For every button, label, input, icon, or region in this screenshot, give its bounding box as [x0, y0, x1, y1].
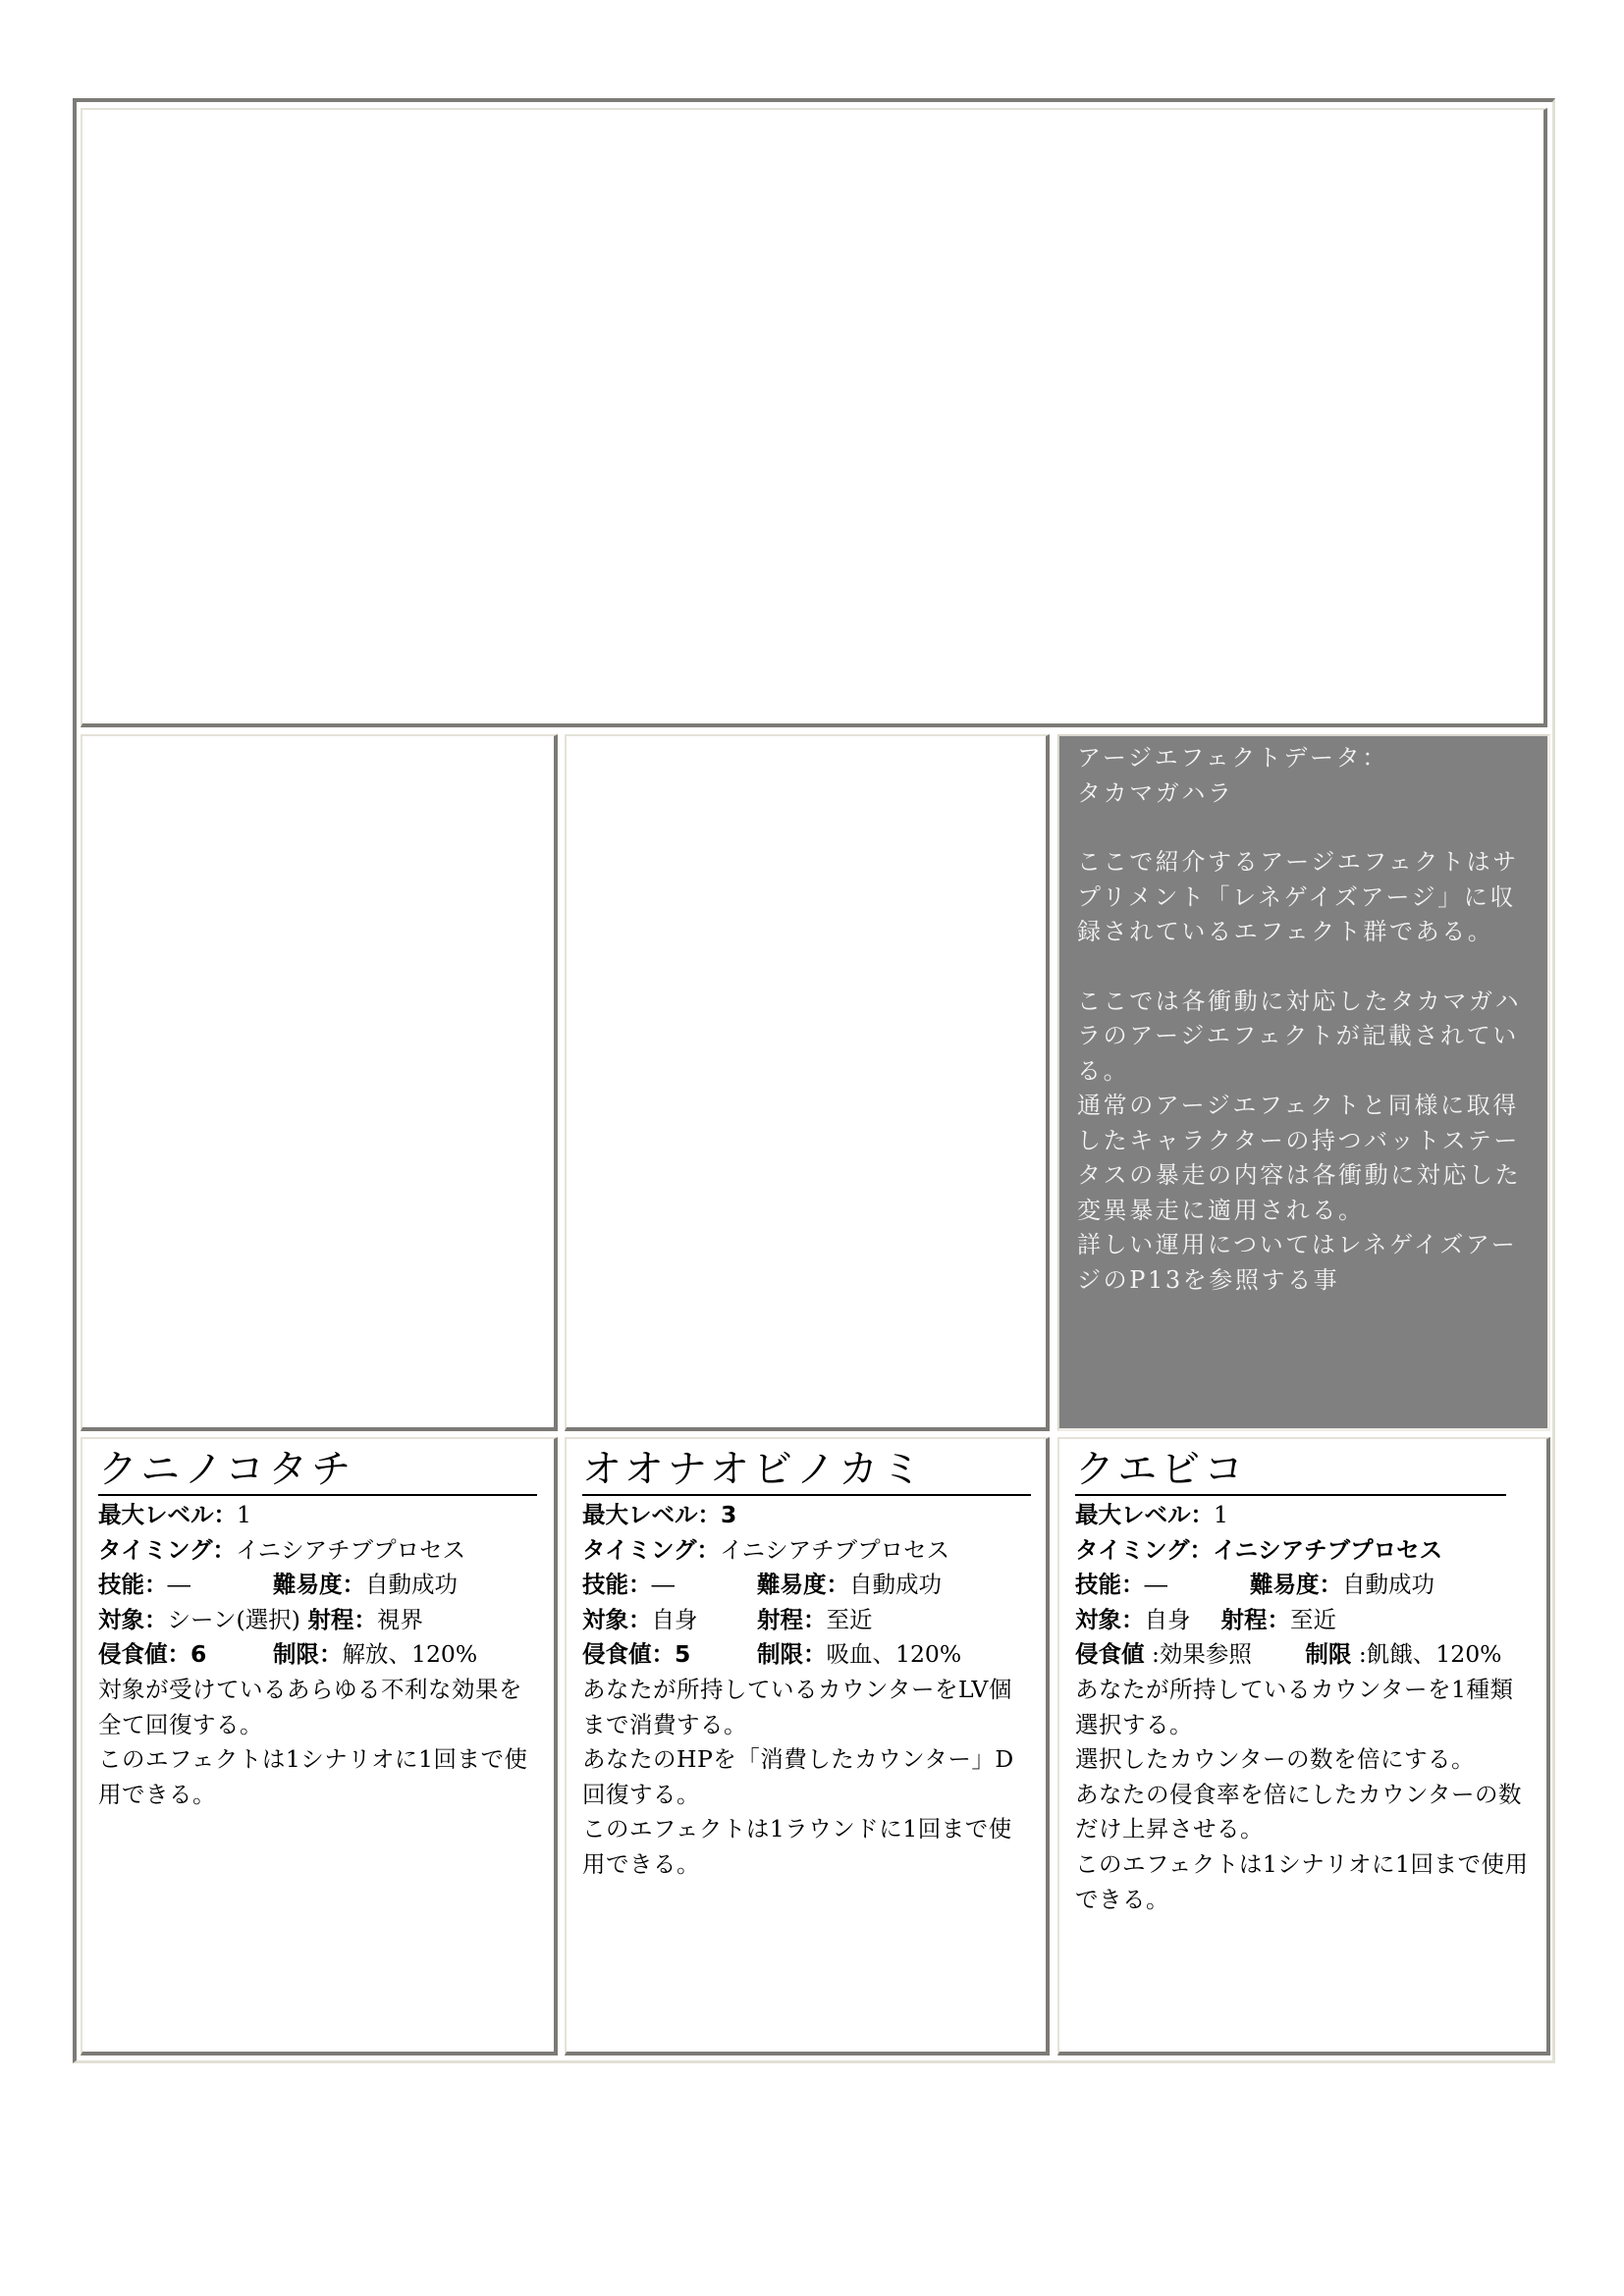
target-row: 対象：自身 射程：至近 — [1075, 1605, 1336, 1633]
target-row: 対象：シーン(選択) 射程：視界 — [98, 1605, 423, 1633]
effect-name: クエビコ — [1075, 1445, 1506, 1496]
info-paragraph: 詳しい運用についてはレネゲイズアージのP13を参照する事 — [1077, 1231, 1518, 1294]
timing-row: タイミング：イニシアチブプロセス — [582, 1535, 950, 1564]
effect-description: あなたが所持しているカウンターを1種類選択する。 選択したカウンターの数を倍にする。 あなたの侵食率を倍にしたカウンターの数だけ上昇させる。 このエフェクトは1シナリオに1回まで使用できる。 — [1075, 1675, 1529, 1913]
empty-panel-left — [81, 734, 558, 1431]
erosion-row: 侵食値 :効果参照 制限 :飢餓、120% — [1075, 1640, 1502, 1669]
illustration-panel — [81, 108, 1547, 727]
skill-row: 技能：― 難易度：自動成功 — [98, 1571, 458, 1599]
erosion-row: 侵食値：5 制限：吸血、120% — [582, 1640, 962, 1669]
effect-card-kuebiko — [1057, 1437, 1550, 2056]
info-paragraph: ここで紹介するアージエフェクトはサプリメント「レネゲイズアージ」に収録されているエフェクト群である。 — [1077, 848, 1519, 945]
erosion-row: 侵食値：6 制限：解放、120% — [98, 1640, 478, 1669]
empty-panel-center — [565, 734, 1050, 1431]
info-box — [1057, 734, 1550, 1431]
target-row: 対象：自身 射程：至近 — [582, 1605, 873, 1633]
effect-card-kuninokotachi — [81, 1437, 558, 2056]
effect-name: クニノコタチ — [98, 1445, 537, 1496]
effect-card-oonaobinokami — [565, 1437, 1050, 2056]
info-paragraph: ここでは各衝動に対応したタカマガハラのアージエフェクトが記載されている。 — [1077, 987, 1522, 1085]
max-level-row: 最大レベル：1 — [98, 1501, 251, 1528]
info-paragraph: 通常のアージエフェクトと同様に取得したキャラクターの持つバットステータスの暴走の内容は各衝動に対応した変異暴走に適用される。 — [1077, 1092, 1522, 1224]
skill-row: 技能：― 難易度：自動成功 — [1075, 1571, 1435, 1599]
info-heading-line1: アージエフェクトデータ： — [1077, 744, 1388, 772]
max-level-row: 最大レベル：1 — [1075, 1501, 1228, 1528]
effect-name: オオナオビノカミ — [582, 1445, 1031, 1496]
skill-row: 技能：― 難易度：自動成功 — [582, 1571, 942, 1599]
info-heading-line2: タカマガハラ — [1077, 778, 1234, 807]
timing-row: タイミング：イニシアチブプロセス — [1075, 1535, 1443, 1564]
max-level-row: 最大レベル：3 — [582, 1501, 737, 1528]
effect-description: 対象が受けているあらゆる不利な効果を全て回復する。 このエフェクトは1シナリオに1回まで使用できる。 — [98, 1675, 528, 1808]
effect-description: あなたが所持しているカウンターをLV個まで消費する。 あなたのHPを「消費したカウンター」D回復する。 このエフェクトは1ラウンドに1回まで使用できる。 — [582, 1675, 1014, 1878]
timing-row: タイミング：イニシアチブプロセス — [98, 1535, 466, 1564]
